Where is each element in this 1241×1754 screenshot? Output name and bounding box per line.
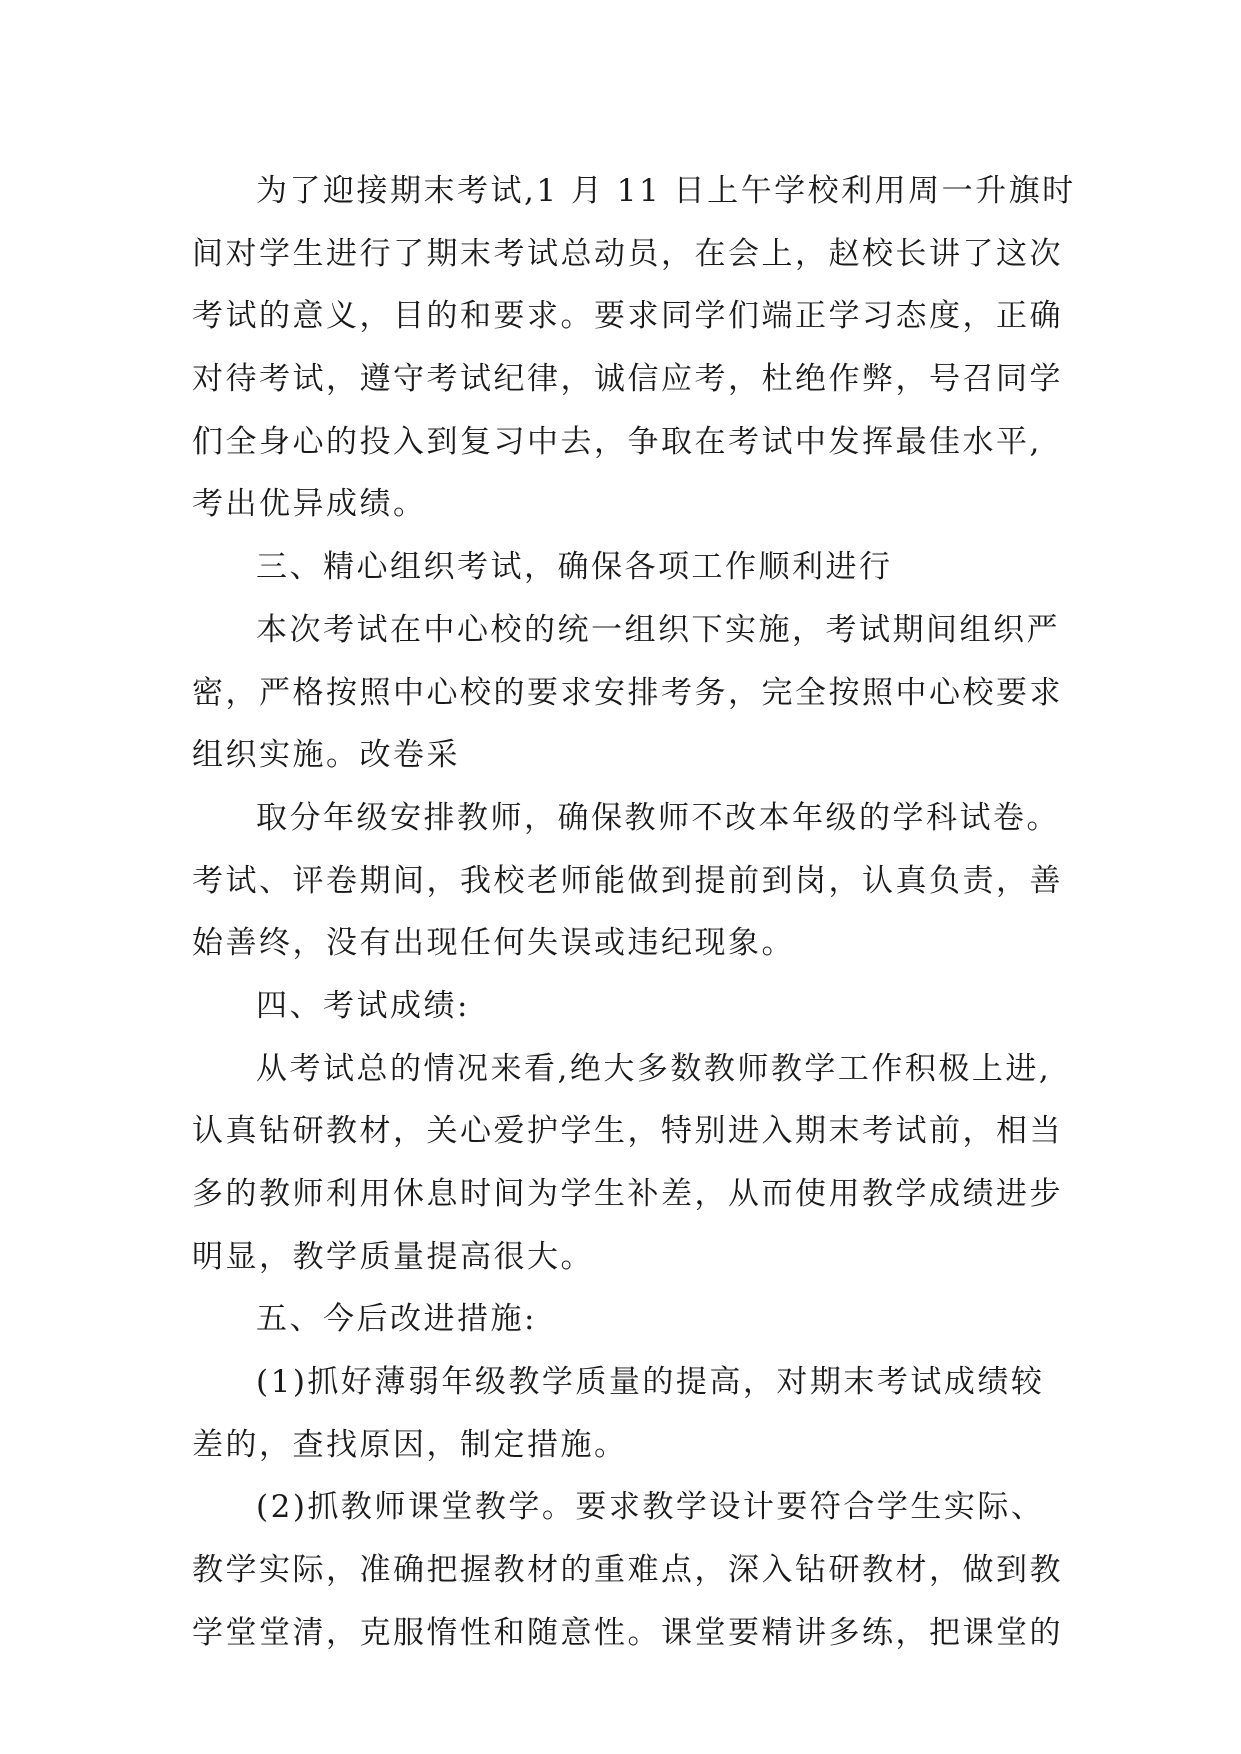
- text-line: 组织实施。改卷采: [192, 737, 460, 774]
- text-line: 差的，查找原因，制定措施。: [192, 1426, 628, 1463]
- text-line: 本次考试在中心校的统一组织下实施，考试期间组织严: [256, 611, 1060, 648]
- text-line: 学堂堂清，克服惰性和随意性。课堂要精讲多练，把课堂的: [192, 1614, 1063, 1651]
- text-line: 认真钻研教材，关心爱护学生，特别进入期末考试前，相当: [192, 1113, 1063, 1150]
- text-line: 始善终，没有出现任何失误或违纪现象。: [192, 925, 795, 962]
- text-line: 们全身心的投入到复习中去，争取在考试中发挥最佳水平,: [192, 423, 1042, 460]
- section-heading: 五、今后改进措施:: [256, 1301, 537, 1338]
- text-line: 考试、评卷期间，我校老师能做到提前到岗，认真负责，善: [192, 862, 1063, 899]
- text-line: 从考试总的情况来看,绝大多数教师教学工作积极上进,: [256, 1050, 1052, 1087]
- list-item: (1)抓好薄弱年级教学质量的提高，对期末考试成绩较: [256, 1364, 1045, 1401]
- text-line: 密，严格按照中心校的要求安排考务，完全按照中心校要求: [192, 674, 1063, 711]
- text-line: 教学实际，准确把握教材的重难点，深入钻研教材，做到教: [192, 1552, 1063, 1589]
- section-heading: 三、精心组织考试，确保各项工作顺利进行: [256, 549, 893, 586]
- text-line: 考试的意义，目的和要求。要求同学们端正学习态度，正确: [192, 298, 1063, 335]
- text-line: 间对学生进行了期末考试总动员，在会上，赵校长讲了这次: [192, 235, 1063, 272]
- document-body: [192, 160, 1076, 1665]
- section-heading: 四、考试成绩:: [256, 987, 470, 1024]
- text-line: 对待考试，遵守考试纪律，诚信应考，杜绝作弊，号召同学: [192, 361, 1063, 398]
- text-line: 考出优异成绩。: [192, 486, 427, 523]
- text-line: 明显，教学质量提高很大。: [192, 1238, 594, 1275]
- text-line: 为了迎接期末考试,1 月 11 日上午学校利用周一升旗时: [256, 173, 1076, 209]
- text-line: 多的教师利用休息时间为学生补差，从而使用教学成绩进步: [192, 1176, 1063, 1212]
- list-item: (2)抓教师课堂教学。要求教学设计要符合学生实际、: [256, 1489, 1045, 1526]
- text-line: 取分年级安排教师，确保教师不改本年级的学科试卷。: [256, 799, 1060, 836]
